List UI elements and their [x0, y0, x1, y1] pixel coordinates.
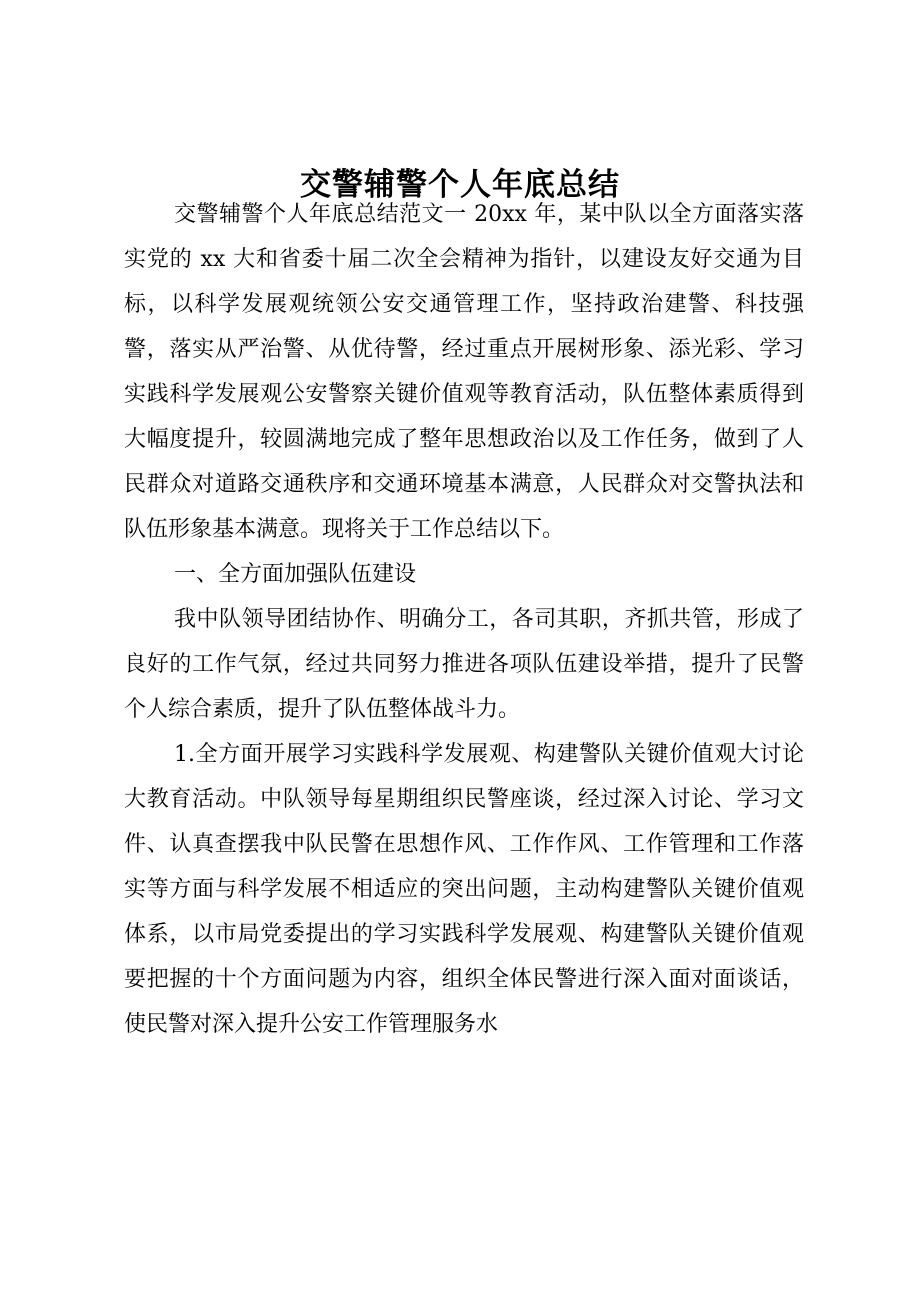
- document-body: [124, 192, 804, 1047]
- paragraph-team-building: 我中队领导团结协作、明确分工，各司其职，齐抓共管，形成了良好的工作气氛，经过共同努力推进各项队伍建设举措，提升了民警个人综合素质，提升了队伍整体战斗力。: [124, 607, 804, 722]
- paragraph-item-1: 1.全方面开展学习实践科学发展观、构建警队关键价值观大讨论大教育活动。中队领导每星期组织民警座谈，经过深入讨论、学习文件、认真查摆我中队民警在思想作风、工作作风、工作管理和工作落实等方面与科学发展不相适应的突出问题，主动构建警队关键价值观体系，以市局党委提出的学习实践科学发展观、构建警队关键价值观要把握的十个方面问题为内容，组织全体民警进行深入面对面谈话，使民警对深入提升公安工作管理服务水: [124, 742, 804, 1037]
- paragraph-intro: 交警辅警个人年底总结范文一 20xx 年，某中队以全方面落实落实党的 xx 大和省委十届二次全会精神为指针，以建设友好交通为目标，以科学发展观统领公安交通管理工作，坚持政治建警、科技强警，落实从严治警、从优待警，经过重点开展树形象、添光彩、学习实践科学发展观公安警察关键价值观等教育活动，队伍整体素质得到大幅度提升，较圆满地完成了整年思想政治以及工作任务，做到了人民群众对道路交通秩序和交通环境基本满意，人民群众对交警执法和队伍形象基本满意。现将关于工作总结以下。: [124, 202, 804, 542]
- document-title: 交警辅警个人年底总结: [300, 167, 620, 203]
- section-heading-1: 一、全方面加强队伍建设: [174, 562, 417, 587]
